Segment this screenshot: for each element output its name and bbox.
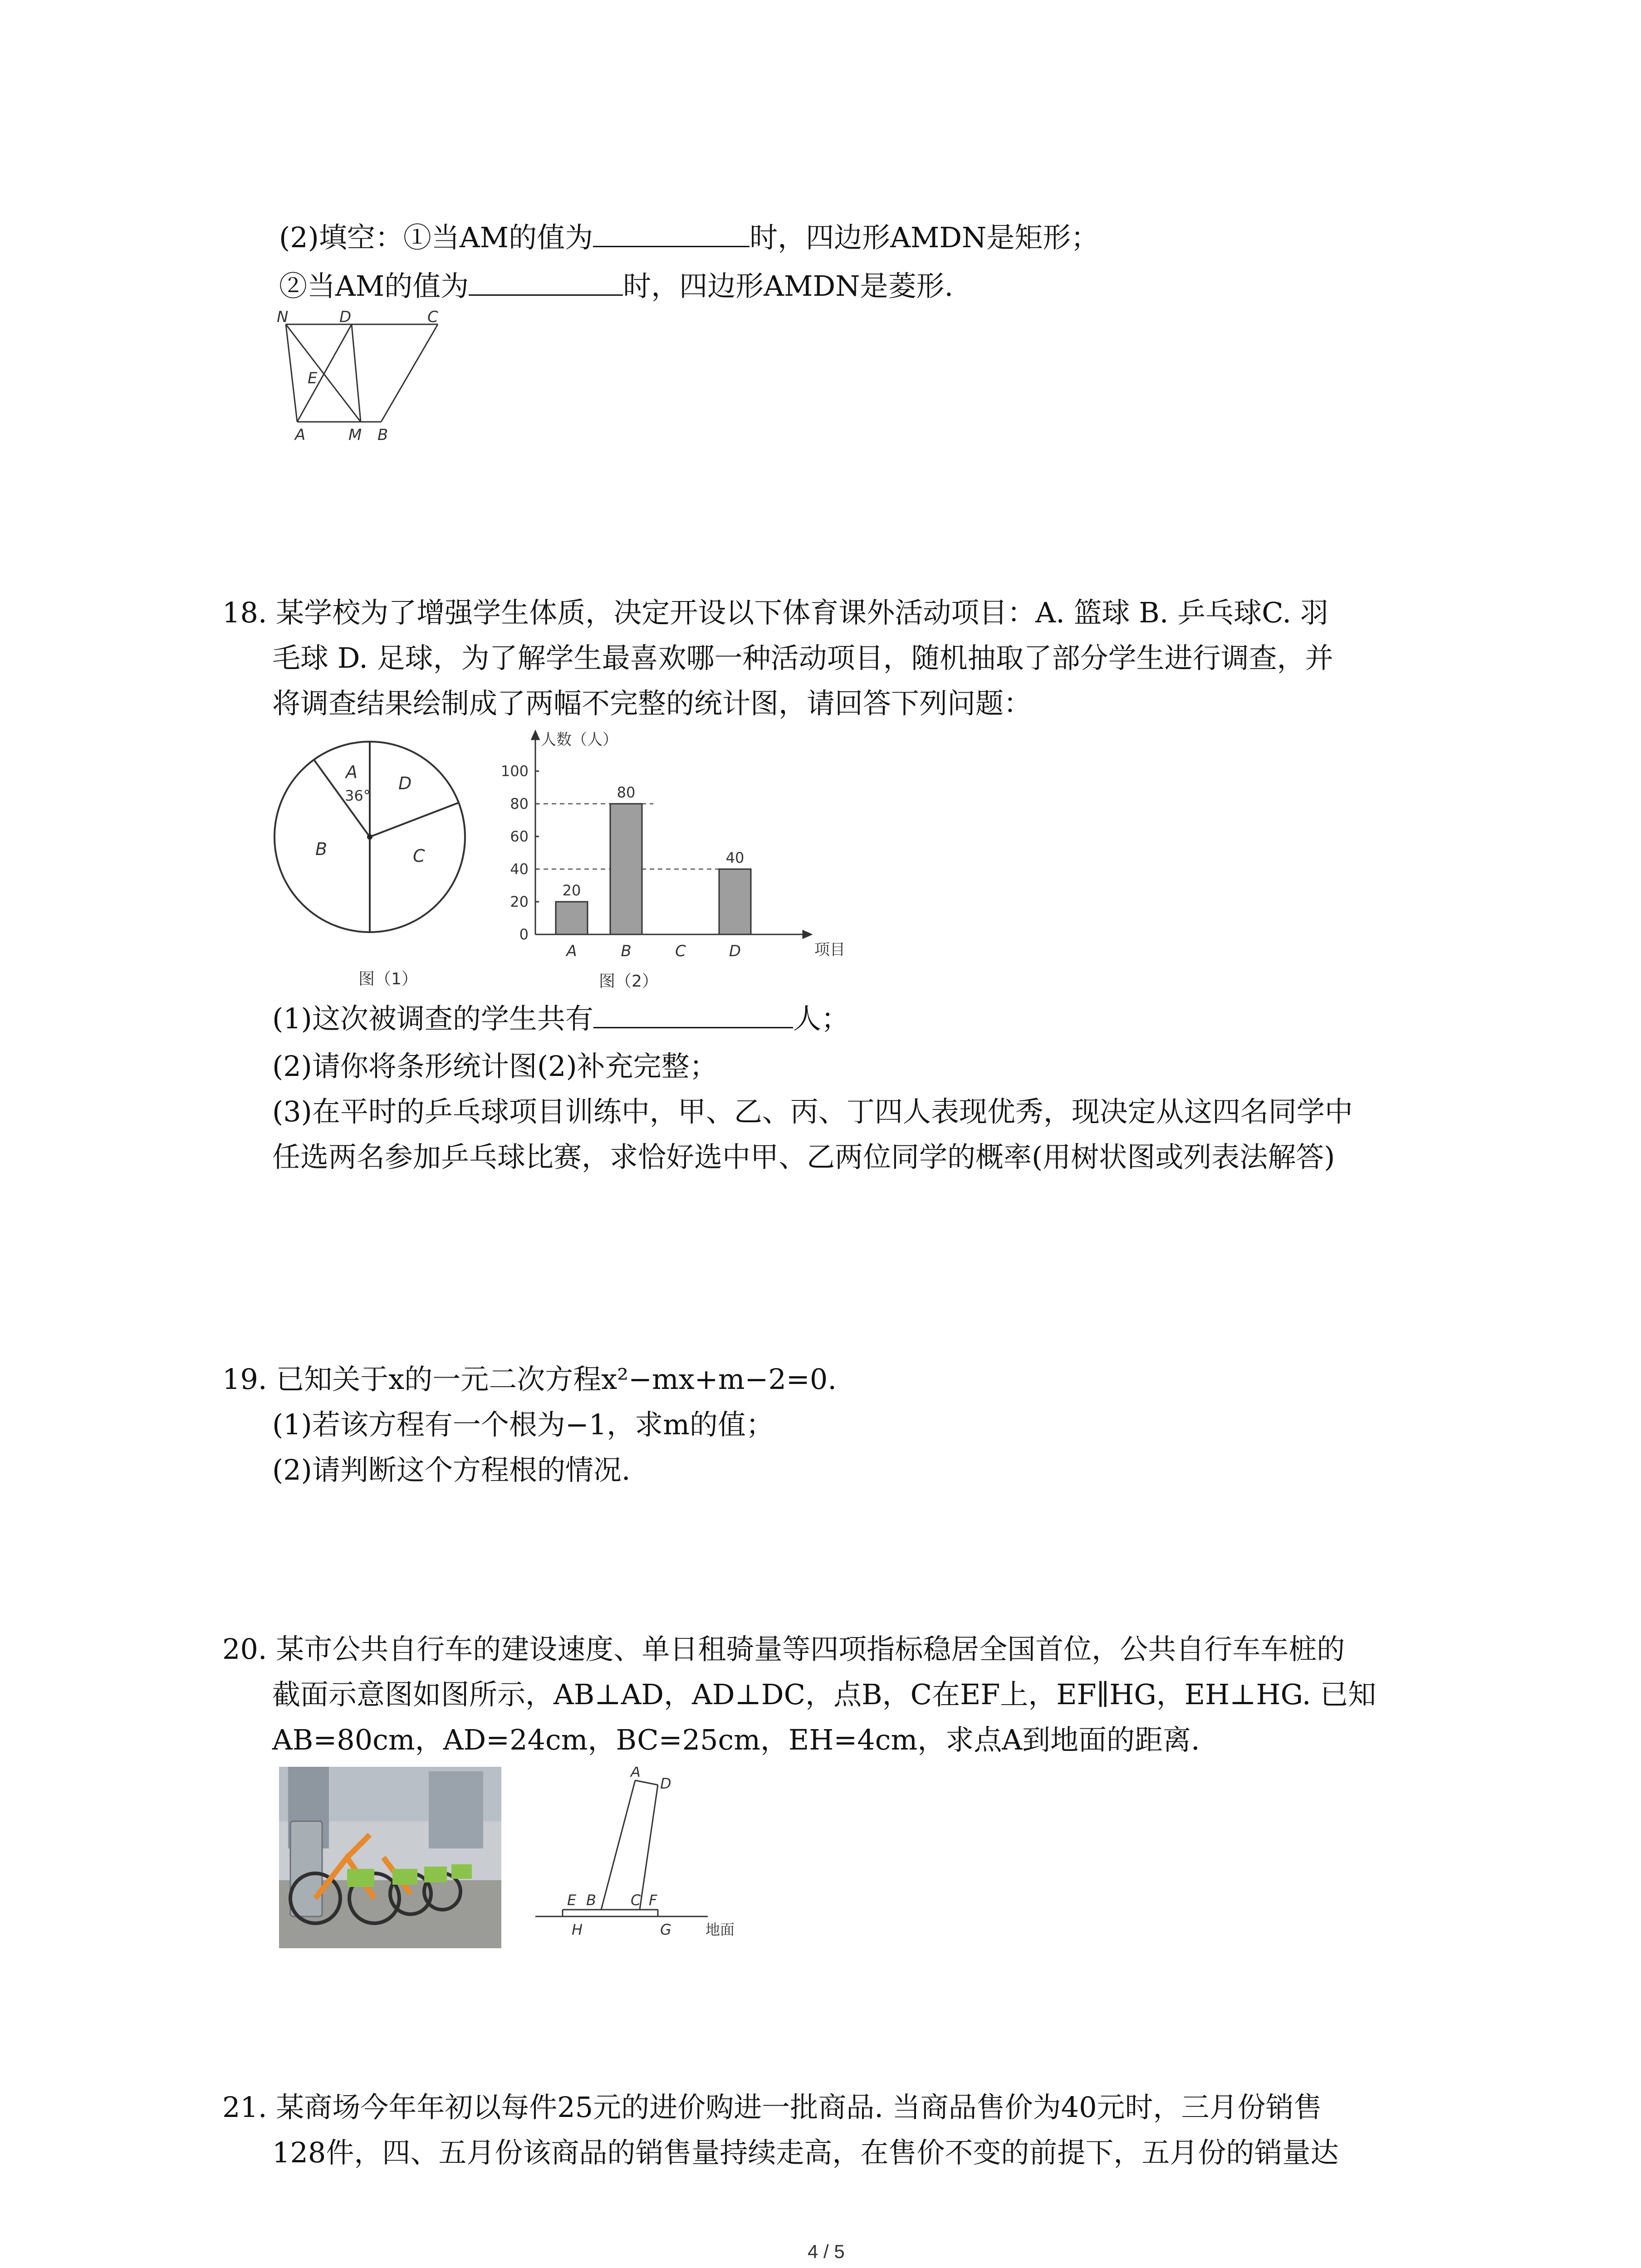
q20-bike-rack-figure — [526, 1767, 762, 1948]
q18-sub-2: (2)请你将条形统计图(2)补充完整； — [272, 1050, 718, 1083]
label-F: F — [649, 1892, 657, 1909]
bar-B — [610, 804, 642, 934]
label-C: C — [631, 1892, 641, 1909]
q19-text-line-1: 19. 已知关于x的一元二次方程x²−mx+m−2=0. — [222, 1363, 837, 1396]
x-tick-label: C — [675, 942, 686, 960]
label-M: M — [348, 426, 362, 444]
label-D: D — [660, 1775, 671, 1792]
q17-fill-1-text-b: 时，四边形AMDN是矩形； — [749, 221, 1099, 254]
ground-label: 地面 — [705, 1921, 735, 1938]
pie-label-C: C — [413, 846, 425, 866]
bar-A — [556, 902, 588, 934]
q18-text-line-1: 18. 某学校为了增强学生体质，决定开设以下体育课外活动项目：A. 篮球 B. 乒乓球C. 羽 — [222, 596, 1328, 629]
q20-text-line-1: 20. 某市公共自行车的建设速度、单日租骑量等四项指标稳居全国首位，公共自行车车桩的 — [222, 1633, 1345, 1666]
label-B: B — [586, 1892, 596, 1909]
q17-fill-2-text-b: 时，四边形AMDN是菱形. — [623, 269, 954, 303]
q19-sub-1: (1)若该方程有一个根为−1，求m的值； — [272, 1408, 774, 1441]
page-number: 4 / 5 — [808, 2241, 845, 2262]
answer-blank[interactable] — [593, 1009, 793, 1028]
label-G: G — [660, 1921, 671, 1938]
label-B: B — [377, 426, 388, 444]
q18-sub-3-line-2: 任选两名参加乒乓球比赛，求恰好选中甲、乙两位同学的概率(用树状图或列表法解答) — [272, 1140, 1335, 1173]
q19-sub-2: (2)请判断这个方程根的情况. — [272, 1453, 631, 1486]
q21-text-line-1: 21. 某商场今年年初以每件25元的进价购进一批商品. 当商品售价为40元时，三月份销售 — [222, 2091, 1322, 2124]
x-tick-label: A — [566, 942, 577, 960]
y-tick-label: 100 — [500, 763, 529, 780]
q17-fill-line-1 — [279, 221, 1099, 254]
y-tick-label: 40 — [510, 860, 529, 878]
x-tick-label: D — [729, 942, 741, 960]
pie-label-D: D — [398, 773, 412, 793]
pie-angle-label: 36° — [345, 787, 371, 804]
x-axis-label: 项目 — [814, 941, 845, 959]
pie-caption: 图（1） — [358, 970, 418, 988]
q18-pie-chart — [272, 739, 481, 993]
q18-sub-1-text-b: 人； — [793, 1002, 849, 1035]
q17-fill-2-text-a: ②当AM的值为 — [279, 269, 469, 303]
y-axis-label: 人数（人） — [541, 731, 618, 749]
label-D: D — [339, 308, 352, 326]
y-tick-label: 0 — [519, 926, 529, 943]
label-E: E — [567, 1892, 577, 1909]
label-E: E — [308, 369, 318, 387]
pie-label-A: A — [346, 762, 358, 782]
q17-fill-1-text-a: (2)填空：①当AM的值为 — [279, 221, 593, 254]
label-C: C — [427, 308, 438, 326]
pie-label-B: B — [315, 839, 328, 859]
bar-value-label: 20 — [562, 882, 581, 899]
y-axis-arrow-icon — [532, 731, 539, 739]
q18-sub-1 — [272, 1002, 849, 1035]
q17-quadrilateral-figure — [272, 308, 454, 445]
q18-text-line-3: 将调查结果绘制成了两幅不完整的统计图，请回答下列问题： — [272, 687, 1032, 720]
q18-text-line-2: 毛球 D. 足球，为了解学生最喜欢哪一种活动项目，随机抽取了部分学生进行调查，并 — [272, 641, 1333, 675]
q18-sub-3-line-1: (3)在平时的乒乓球项目训练中，甲、乙、丙、丁四人表现优秀，现决定从这四名同学中 — [272, 1095, 1353, 1128]
x-tick-label: B — [621, 942, 632, 960]
q21-text-line-2: 128件，四、五月份该商品的销售量持续走高，在售价不变的前提下，五月份的销量达 — [272, 2136, 1339, 2169]
bike-station-photo — [279, 1767, 501, 1948]
q18-bar-chart — [490, 726, 853, 998]
answer-blank[interactable] — [593, 228, 749, 247]
answer-blank[interactable] — [469, 276, 623, 296]
bar-value-label: 80 — [617, 784, 636, 801]
label-N: N — [277, 308, 289, 326]
bar-value-label: 40 — [725, 849, 745, 866]
label-A: A — [631, 1767, 641, 1780]
y-tick-label: 60 — [510, 828, 529, 845]
q18-sub-1-text-a: (1)这次被调查的学生共有 — [272, 1002, 593, 1035]
x-axis-arrow-icon — [803, 931, 811, 938]
q17-fill-line-2 — [279, 269, 954, 303]
q20-text-line-2: 截面示意图如图所示，AB⊥AD，AD⊥DC，点B，C在EF上，EF∥HG，EH⊥HG. 已知 — [272, 1678, 1376, 1711]
q20-text-line-3: AB=80cm，AD=24cm，BC=25cm，EH=4cm，求点A到地面的距离. — [272, 1723, 1200, 1756]
y-tick-label: 80 — [510, 795, 529, 812]
bar-caption: 图（2） — [599, 972, 658, 991]
label-H: H — [572, 1921, 583, 1938]
label-A: A — [295, 426, 306, 444]
bar-D — [719, 869, 751, 934]
y-tick-label: 20 — [510, 893, 529, 910]
